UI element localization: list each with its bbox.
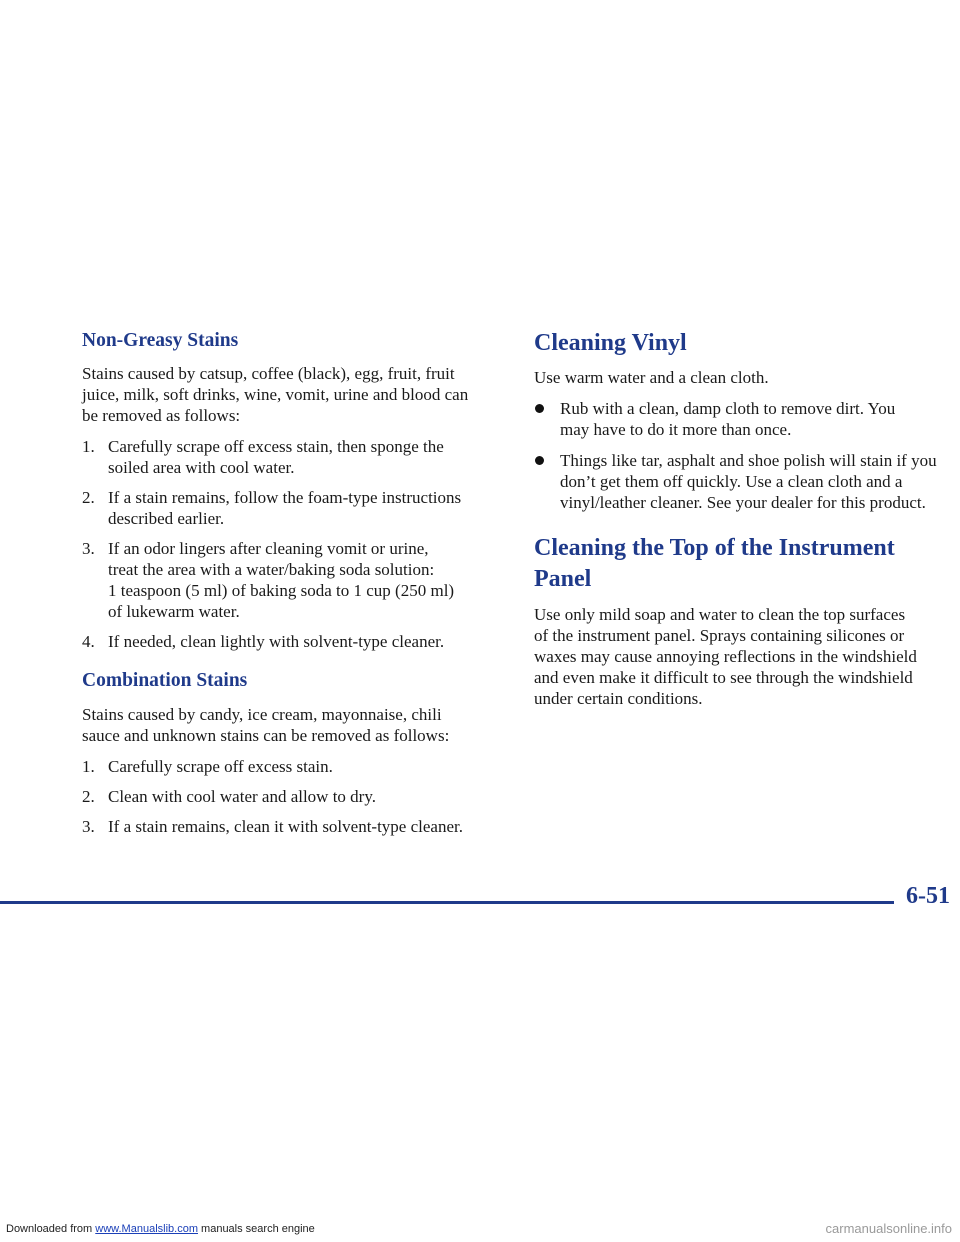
step-line: If needed, clean lightly with solvent-type cleaner. <box>108 632 445 652</box>
manualslib-link[interactable]: www.Manualslib.com <box>95 1223 198 1235</box>
step-line: treat the area with a water/baking soda solution: <box>108 560 435 580</box>
step-number: 3. <box>82 539 95 559</box>
list-item <box>534 398 954 440</box>
footer-rule <box>0 901 894 904</box>
list-item <box>82 816 502 837</box>
step-line: If an odor lingers after cleaning vomit or urine, <box>108 539 429 559</box>
non-greasy-steps <box>82 436 502 652</box>
bullet-line: don’t get them off quickly. Use a clean cloth and a <box>560 472 903 492</box>
text-line: be removed as follows: <box>82 406 241 426</box>
left-column <box>82 328 502 846</box>
list-item <box>82 487 502 529</box>
text-line: Stains caused by candy, ice cream, mayonnaise, chili <box>82 704 442 724</box>
instrument-panel-heading: Cleaning the Top of the Instrument Panel <box>534 535 895 593</box>
step-line: 1 teaspoon (5 ml) of baking soda to 1 cup (250 ml) <box>108 581 455 601</box>
text-line: sauce and unknown stains can be removed as follows: <box>82 725 450 745</box>
bullet-line: vinyl/leather cleaner. See your dealer for this product. <box>560 493 926 513</box>
footer-prefix: Downloaded from <box>6 1223 96 1235</box>
step-line: described earlier. <box>108 509 225 529</box>
step-line: of lukewarm water. <box>108 602 240 622</box>
step-number: 1. <box>82 756 95 776</box>
bullet-icon <box>535 456 544 465</box>
right-column <box>534 328 954 719</box>
page-number: 6-51 <box>906 883 950 909</box>
text-line: and even make it difficult to see through the windshield <box>534 667 913 687</box>
step-line: Carefully scrape off excess stain. <box>108 756 333 776</box>
step-line: Clean with cool water and allow to dry. <box>108 786 376 806</box>
step-line: If a stain remains, follow the foam-type instructions <box>108 488 462 508</box>
combination-stains-heading: Combination Stains <box>82 670 248 692</box>
list-item <box>534 450 954 513</box>
cleaning-vinyl-heading: Cleaning Vinyl <box>534 330 687 356</box>
vinyl-intro: Use warm water and a clean cloth. <box>534 368 769 388</box>
step-line: soiled area with cool water. <box>108 458 295 478</box>
text-line: waxes may cause annoying reflections in the windshield <box>534 646 917 666</box>
list-item <box>82 756 502 777</box>
text-line: of the instrument panel. Sprays containing silicones or <box>534 625 905 645</box>
vinyl-bullets <box>534 398 954 513</box>
footer-suffix: manuals search engine <box>197 1223 315 1235</box>
combination-intro <box>82 704 502 746</box>
list-item <box>82 538 502 622</box>
step-line: Carefully scrape off excess stain, then sponge the <box>108 437 444 457</box>
bullet-line: Rub with a clean, damp cloth to remove dirt. You <box>560 399 896 419</box>
combination-steps <box>82 756 502 837</box>
step-number: 3. <box>82 816 95 836</box>
bullet-line: Things like tar, asphalt and shoe polish will stain if you <box>560 451 937 471</box>
watermark-text: carmanualsonline.info <box>825 1221 952 1236</box>
bullet-line: may have to do it more than once. <box>560 420 792 440</box>
bullet-icon <box>535 404 544 413</box>
text-line: Use only mild soap and water to clean the top surfaces <box>534 604 906 624</box>
instrument-panel-text <box>534 604 954 709</box>
text-line: Stains caused by catsup, coffee (black), egg, fruit, fruit <box>82 364 455 384</box>
step-number: 2. <box>82 488 95 508</box>
step-line: If a stain remains, clean it with solvent-type cleaner. <box>108 816 463 836</box>
non-greasy-stains-heading: Non-Greasy Stains <box>82 330 239 351</box>
text-line: juice, milk, soft drinks, wine, vomit, urine and blood can <box>82 385 469 405</box>
list-item <box>82 631 502 652</box>
text-line: under certain conditions. <box>534 688 703 708</box>
step-number: 1. <box>82 437 95 457</box>
download-footer <box>6 1223 315 1235</box>
list-item <box>82 436 502 478</box>
step-number: 2. <box>82 786 95 806</box>
list-item <box>82 786 502 807</box>
step-number: 4. <box>82 632 95 652</box>
non-greasy-intro <box>82 363 502 426</box>
